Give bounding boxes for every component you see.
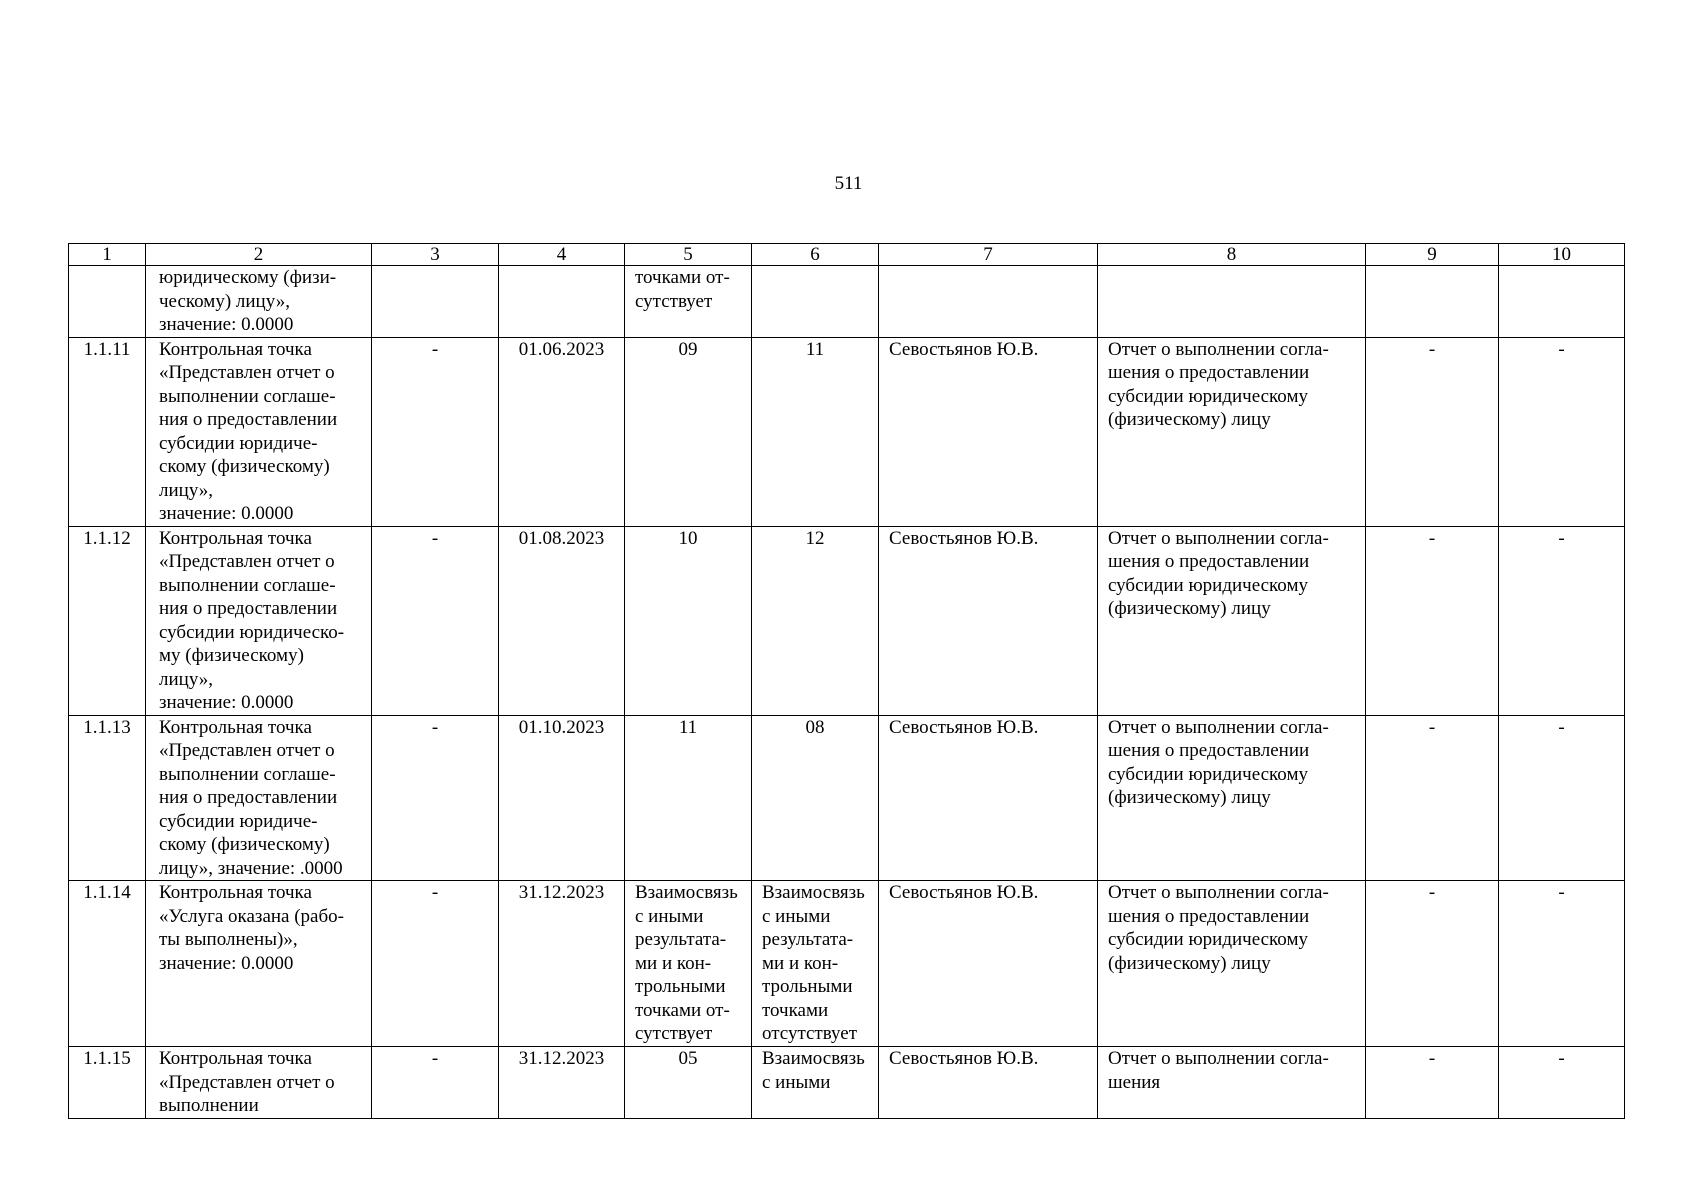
responsible-cell bbox=[879, 266, 1098, 338]
document-cell: Отчет о выполнении согла- шения о предоставлении субсидии юридическому (физическому) лицу bbox=[1098, 881, 1366, 1047]
cell-col10: - bbox=[1499, 526, 1625, 715]
table-header-row bbox=[69, 244, 1625, 266]
column-header: 8 bbox=[1098, 244, 1366, 266]
cell-col10: - bbox=[1499, 715, 1625, 881]
cell-col3: - bbox=[372, 337, 499, 526]
date-cell: 01.08.2023 bbox=[499, 526, 625, 715]
column-header: 4 bbox=[499, 244, 625, 266]
cell-col5: 05 bbox=[625, 1047, 752, 1119]
page-number: 511 bbox=[834, 173, 863, 194]
cell-col10: - bbox=[1499, 1047, 1625, 1119]
cell-col5: точками от- сутствует bbox=[625, 266, 752, 338]
cell-col6: Взаимосвязь с иными bbox=[752, 1047, 879, 1119]
date-cell: 01.06.2023 bbox=[499, 337, 625, 526]
table-row bbox=[69, 266, 1625, 338]
column-header: 10 bbox=[1499, 244, 1625, 266]
document-cell: Отчет о выполнении согла- шения о предоставлении субсидии юридическому (физическому) лицу bbox=[1098, 715, 1366, 881]
date-cell: 01.10.2023 bbox=[499, 715, 625, 881]
cell-col5: 09 bbox=[625, 337, 752, 526]
column-header: 7 bbox=[879, 244, 1098, 266]
cell-col3 bbox=[372, 266, 499, 338]
row-number-cell bbox=[69, 266, 146, 338]
date-cell: 31.12.2023 bbox=[499, 881, 625, 1047]
cell-col9: - bbox=[1366, 715, 1499, 881]
table-row bbox=[69, 1047, 1625, 1119]
row-number-cell: 1.1.15 bbox=[69, 1047, 146, 1119]
cell-col10: - bbox=[1499, 881, 1625, 1047]
cell-col5: 10 bbox=[625, 526, 752, 715]
cell-col9: - bbox=[1366, 526, 1499, 715]
column-header: 3 bbox=[372, 244, 499, 266]
cell-col6: Взаимосвязь с иными результата- ми и кон- трольными точками отсутствует bbox=[752, 881, 879, 1047]
table-row bbox=[69, 526, 1625, 715]
cell-col5: 11 bbox=[625, 715, 752, 881]
document-cell: Отчет о выполнении согла- шения о предоставлении субсидии юридическому (физическому) лицу bbox=[1098, 526, 1366, 715]
date-cell: 31.12.2023 bbox=[499, 1047, 625, 1119]
cell-col9 bbox=[1366, 266, 1499, 338]
table-row bbox=[69, 715, 1625, 881]
table-row bbox=[69, 337, 1625, 526]
column-header: 2 bbox=[146, 244, 372, 266]
document-cell: Отчет о выполнении согла- шения о предоставлении субсидии юридическому (физическому) лицу bbox=[1098, 337, 1366, 526]
cell-col10 bbox=[1499, 266, 1625, 338]
column-header: 6 bbox=[752, 244, 879, 266]
cell-col6: 11 bbox=[752, 337, 879, 526]
row-number-cell: 1.1.13 bbox=[69, 715, 146, 881]
document-cell bbox=[1098, 266, 1366, 338]
description-cell: Контрольная точка «Представлен отчет о выполнении соглаше- ния о предоставлении субсидии юридиче- скому (физическому) лицу», значение: .0000 bbox=[146, 715, 372, 881]
cell-col9: - bbox=[1366, 1047, 1499, 1119]
cell-col6: 12 bbox=[752, 526, 879, 715]
cell-col3: - bbox=[372, 526, 499, 715]
cell-col6: 08 bbox=[752, 715, 879, 881]
responsible-cell: Севостьянов Ю.В. bbox=[879, 337, 1098, 526]
row-number-cell: 1.1.11 bbox=[69, 337, 146, 526]
cell-col9: - bbox=[1366, 881, 1499, 1047]
row-number-cell: 1.1.12 bbox=[69, 526, 146, 715]
description-cell: Контрольная точка «Услуга оказана (рабо- ты выполнены)», значение: 0.0000 bbox=[146, 881, 372, 1047]
table-row bbox=[69, 881, 1625, 1047]
responsible-cell: Севостьянов Ю.В. bbox=[879, 1047, 1098, 1119]
cell-col6 bbox=[752, 266, 879, 338]
description-cell: юридическому (физи- ческому) лицу», значение: 0.0000 bbox=[146, 266, 372, 338]
description-cell: Контрольная точка «Представлен отчет о выполнении соглаше- ния о предоставлении субсидии юридическо- му (физическому) лицу», значение: 0.0000 bbox=[146, 526, 372, 715]
document-cell: Отчет о выполнении согла- шения bbox=[1098, 1047, 1366, 1119]
cell-col9: - bbox=[1366, 337, 1499, 526]
cell-col3: - bbox=[372, 1047, 499, 1119]
data-table bbox=[68, 243, 1625, 1119]
responsible-cell: Севостьянов Ю.В. bbox=[879, 715, 1098, 881]
column-header: 5 bbox=[625, 244, 752, 266]
cell-col3: - bbox=[372, 881, 499, 1047]
responsible-cell: Севостьянов Ю.В. bbox=[879, 881, 1098, 1047]
description-cell: Контрольная точка «Представлен отчет о выполнении соглаше- ния о предоставлении субсидии юридиче- скому (физическому) лицу», значение: 0.0000 bbox=[146, 337, 372, 526]
cell-col5: Взаимосвязь с иными результата- ми и кон- трольными точками от- сутствует bbox=[625, 881, 752, 1047]
row-number-cell: 1.1.14 bbox=[69, 881, 146, 1047]
column-header: 9 bbox=[1366, 244, 1499, 266]
cell-col3: - bbox=[372, 715, 499, 881]
description-cell: Контрольная точка «Представлен отчет о выполнении bbox=[146, 1047, 372, 1119]
cell-col10: - bbox=[1499, 337, 1625, 526]
date-cell bbox=[499, 266, 625, 338]
column-header: 1 bbox=[69, 244, 146, 266]
responsible-cell: Севостьянов Ю.В. bbox=[879, 526, 1098, 715]
